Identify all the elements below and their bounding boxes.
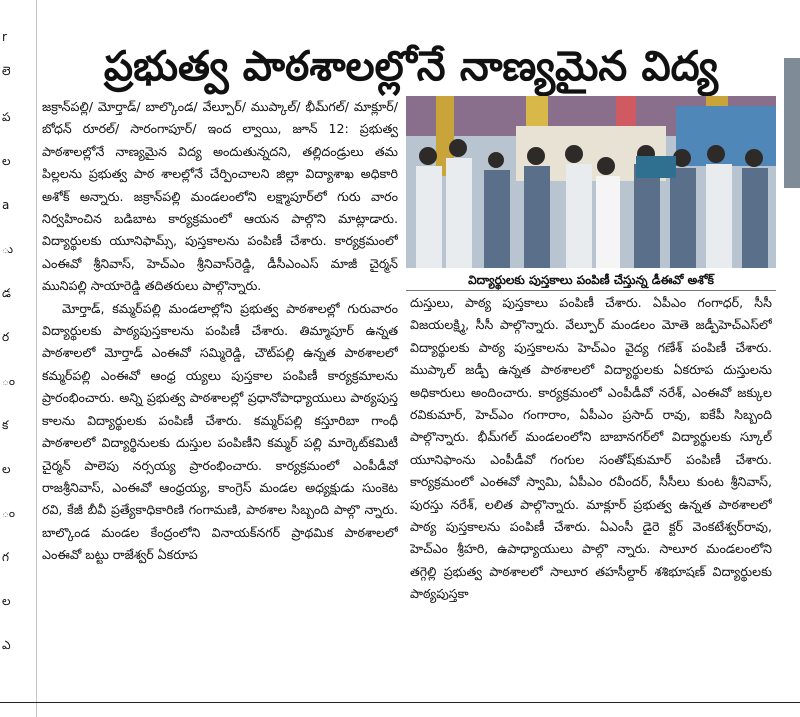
paragraph-1: జక్రాన్‌పల్లి/ మోర్తాడ్/ బాల్కొండ/ వేల్పూర్/ ముప్కాల్/ భీమ్‌గల్/ మాక్లూర్/ బోధన్ రూరల్/ సారంగాపూర్/ ఇంద ల్వాయి, జూన్ 12: ప్రభుత్వ పాఠశాలల్లోనే నాణ్యమైన విద్య అందుతున్నదని, తల్లిదండ్రులు తమ పిల్లలను ప్రభుత్వ పాఠ శాలల్లోనే చేర్పించాలని జిల్లా విద్యాశాఖ అధికారి అశోక్ అన్నారు. జక్రాన్‌పల్లి మండలంలోని లక్ష్మాపూర్‌లో గురు వారం నిర్వహించిన బడిబాట కార్యక్రమంలో ఆయన పాల్గొని మాట్లాడారు. విద్యార్థులకు యూనిఫామ్స్, పుస్తకాలను పంపిణీ చేశారు. కార్యక్రమంలో ఎంఈవో శ్రీనివాస్, హెచ్‌ఎం శ్రీనివాస్‌రెడ్డి, డీసీఎంఎస్ మాజీ చైర్మన్ మునిపల్లి సాయారెడ్డి తదితరులు పాల్గొన్నారు. (42, 99, 398, 294)
article-column-1 (42, 96, 398, 696)
article-column-2 (410, 292, 772, 696)
bottom-divider (0, 702, 800, 703)
side-photo-fragment (784, 58, 800, 188)
paragraph-2: మోర్తాడ్, కమ్మర్‌పల్లి మండలాల్లోని ప్రభుత్వ పాఠశాలల్లో గురువారం విద్యార్థులకు పాఠ్యపుస్తకాలను పంపిణీ చేశారు. తిమ్మాపూర్ ఉన్నత పాఠశాలలో మోర్తాడ్ ఎంఈవో సమ్మిరెడ్డి, చౌట్‌పల్లి ఉన్నత పాఠశాలలో కమ్మర్‌పల్లి ఎంఈవో ఆంధ్ర య్యలు పుస్తకాల పంపిణీ కార్యక్రమాలను ప్రారంభించారు. అన్ని ప్రభుత్వ పాఠశాలల్లో ప్రధానోపాధ్యాయులు పాఠ్యపుస్త కాలను విద్యార్థులకు పంపిణీ చేశారు. కమ్మర్‌పల్లి కస్తూరిబా గాంధీ పాఠశాలలో విద్యార్థినులకు దుస్తుల పంపిణీని కమ్మర్ పల్లి మార్కెట్‌కమిటీ చైర్మన్ పాలెపు నర్సయ్య ప్రారంభించారు. కార్యక్రమంలో ఎంపీడీవో రాజశ్రీనివాస్, ఎంఈవో ఆంధ్రయ్య, కాంగ్రెస్ మండల అధ్యక్షుడు సుంకెట రవి, కేజీ బీవీ ప్రత్యేకాధికారిణి గంగామణి, పాఠశాల సిబ్బంది పాల్గొ న్నారు. బాల్కొండ మండల కేంద్రంలోని వినాయక్‌నగర్ ప్రాథమిక పాఠశాలలో ఎంఈవో బట్టు రాజేశ్వర్ ఏకరూప (42, 300, 398, 563)
event-photo-illustration (406, 96, 776, 268)
paragraph-3: దుస్తులు, పాఠ్య పుస్తకాలు పంపిణీ చేశారు. ఏపీఎం గంగాధర్, సీసీ విజయలక్ష్మి, సీసీ పాల్గొన్నారు. వేల్పూర్ మండలం మోతె జడ్పీహెచ్‌ఎస్‌లో విద్యార్థులకు పాఠ్య పుస్తకాలను హెచ్‌ఎం వైద్య గణేశ్ పంపిణీ చేశారు. ముప్కాల్ జడ్పీ ఉన్నత పాఠశాలలో విద్యార్థులకు ఏకరూప దుస్తులను అధికారులు అందించారు. కార్యక్రమంలో ఎంపీడీవో నరేశ్, ఎంఈవో జక్కుల రవికుమార్, హెచ్‌ఎం గంగారాం, ఏపీఎం ప్రసాద్ రావు, ఐకేపీ సిబ్బంది పాల్గొన్నారు. భీమ్‌గల్ మండలంలోని బాబానగర్‌లో విద్యార్థులకు స్కూల్ యూనిఫాంను ఎంపీడీవో గంగుల సంతోష్‌కుమార్ పంపిణీ చేశారు. కార్యక్రమంలో ఎంఈవో స్వామి, ఏపీఎం రవీందర్, సీసీలు కుంట శ్రీనివాస్, పురస్తు నరేశ్, లలిత పాల్గొన్నారు. మాక్లూర్ ప్రభుత్వ ఉన్నత పాఠశాలలో పాఠ్య పుస్తకాలను పంపిణీ చేశారు. ఏఎంసీ డైరె క్టర్ వెంకటేశ్వర్‌రావు, హెచ్‌ఎం శ్రీహరి, ఉపాధ్యాయులు పాల్గొ న్నారు. సాలూర మండలంలోని తగ్గెల్లి ప్రభుత్వ పాఠశాలలో సాలూర తహసీల్దార్ శశిభూషణ్ విద్యార్థులకు పాఠ్యపుస్తకా (410, 295, 772, 602)
photo-caption: విద్యార్థులకు పుస్తకాలు పంపిణీ చేస్తున్న డీఈవో అశోక్ (406, 270, 776, 291)
next-column-fragment (780, 0, 800, 717)
headline: ప్రభుత్వ పాఠశాలల్లోనే నాణ్యమైన విద్య (103, 42, 719, 91)
event-photo (406, 96, 776, 268)
previous-column-fragment: r లె ప ల a ు డ ర ం క ల ం గ ల ఎ (0, 0, 37, 717)
